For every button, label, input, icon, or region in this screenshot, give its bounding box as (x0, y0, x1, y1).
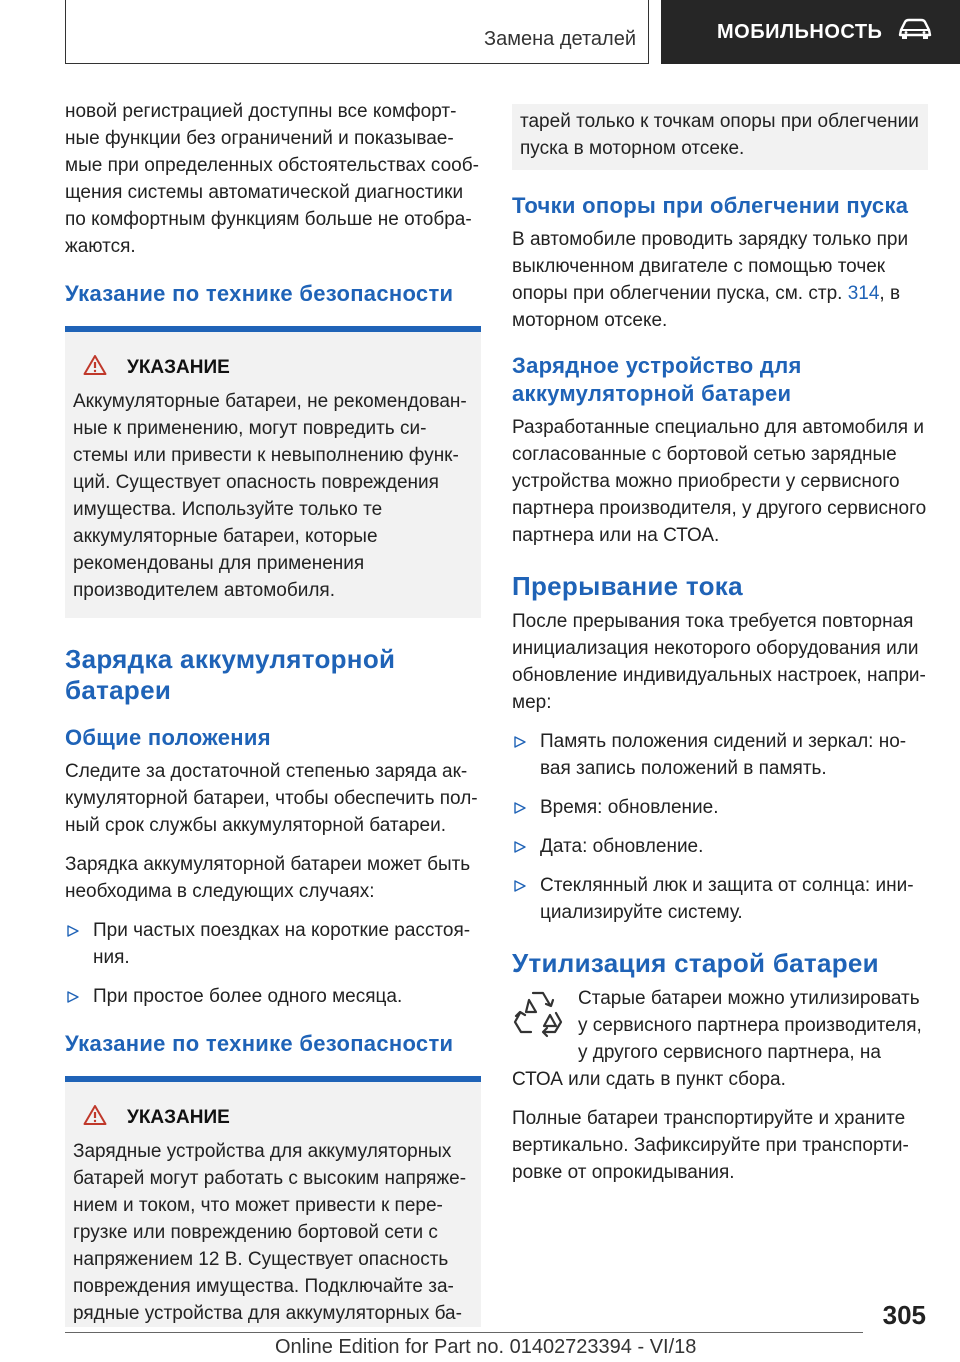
bullet-triangle-icon (514, 802, 526, 814)
bullet-triangle-icon (67, 925, 79, 937)
interrupt-paragraph: После прерывания тока требуется повторная инициализация некоторого оборудования или обновление индивидуальных настроек, например: (512, 611, 926, 713)
chapter-title: МОБИЛЬНОСТЬ (717, 20, 883, 43)
bullet-triangle-icon (514, 880, 526, 892)
jump-start-paragraph: В автомобиле проводить зарядку только при выключенном двигателе с помощью точек опоры при облегчении пуска, см. стр. 314, в моторном отсеке. (512, 229, 909, 331)
disposal-paragraph-1-tail: СТОА или сдать в пункт сбора. (512, 1069, 786, 1090)
intro-paragraph: новой регистрацией доступны все комфортные функции без ограничений и показываемые при определенных обстоятельствах сообщения системы автоматической диагностики по комфортным функциям больше не отображаются. (65, 101, 479, 257)
charging-heading: Зарядка аккумуляторной батареи (65, 644, 396, 705)
warning-text-2: Зарядные устройства для аккумуляторных батарей могут работать с высоким напряжением и током, что может привести к перегрузке или повреждению бортовой сети с напряжением 12 В. Существует опасность повреждения имущества. Подключайте зарядные устройства для аккумуляторных ба- (73, 1141, 467, 1324)
general-list (65, 917, 481, 1010)
list-item: Стеклянный люк и защита от солнца: инициализируйте систему. (512, 872, 928, 926)
general-paragraph-2: Зарядка аккумуляторной батареи может быть необходима в следующих случаях: (65, 854, 471, 902)
safety-heading-2: Указание по технике безопасности (65, 1031, 454, 1056)
safety-heading-1: Указание по технике безопасности (65, 281, 454, 306)
bullet-triangle-icon (514, 841, 526, 853)
bullet-triangle-icon (514, 736, 526, 748)
warning-label: УКАЗАНИЕ (127, 357, 230, 378)
chapter-tab[interactable] (661, 0, 960, 64)
interrupt-list (512, 728, 928, 926)
edition-note: Online Edition for Part no. 01402723394 - VI/18 (275, 1336, 697, 1358)
list-item: При простое более одного месяца. (65, 983, 481, 1010)
warning-triangle-icon (83, 354, 107, 382)
charger-heading: Зарядное устройство для аккумуляторной батареи (512, 353, 802, 406)
page-reference-link[interactable]: 314 (847, 283, 880, 304)
bullet-triangle-icon (67, 991, 79, 1003)
warning-box-1 (65, 332, 481, 618)
warning-title-1 (73, 354, 473, 382)
warning-text-1: Аккумуляторные батареи, не рекомендованные к применению, могут повредить системы или привести к невыполнению функций. Существует опасность повреждения имущества. Используйте только те аккумуляторные батареи, которые рекомендованы для применения производителем автомобиля. (73, 391, 467, 601)
disposal-paragraph-1: Старые батареи можно утилизировать у сервисного партнера производителя, у другого сервисного партнера, на (578, 988, 922, 1063)
page-number: 305 (882, 1300, 926, 1330)
section-title: Замена деталей (484, 28, 636, 50)
warning-box-2-continued (512, 104, 928, 170)
general-heading: Общие положения (65, 725, 271, 750)
jump-start-heading: Точки опоры при облегчении пуска (512, 193, 909, 218)
warning-text-2-continued: тарей только к точкам опоры при облегчении пуска в моторном отсеке. (520, 111, 919, 159)
disposal-paragraph-2: Полные батареи транспортируйте и храните вертикально. Зафиксируйте при транспортировке от опрокидывания. (512, 1108, 909, 1183)
left-column (65, 98, 481, 1335)
list-item: Память положения сидений и зеркал: новая запись положений в память. (512, 728, 928, 782)
right-column (512, 104, 928, 1198)
list-item: Дата: обновление. (512, 833, 928, 860)
warning-triangle-icon (83, 1104, 107, 1132)
disposal-block (512, 985, 928, 1093)
footer-rule (65, 1332, 863, 1333)
header-frame (65, 0, 649, 64)
disposal-heading: Утилизация старой батареи (512, 948, 879, 978)
warning-title-2 (73, 1104, 473, 1132)
recycle-icon (512, 987, 564, 1039)
interrupt-heading: Прерывание тока (512, 571, 743, 601)
general-paragraph-1: Следите за достаточной степенью заряда аккумуляторной батареи, чтобы обеспечить полный срок службы аккумуляторной батареи. (65, 761, 478, 836)
warning-label: УКАЗАНИЕ (127, 1107, 230, 1128)
car-icon (898, 18, 932, 46)
charger-paragraph: Разработанные специально для автомобиля и согласованные с бортовой сетью зарядные устройства можно приобрести у сервисного партнера производителя, у другого сервисного партнера или на СТОА. (512, 417, 927, 546)
list-item: Время: обновление. (512, 794, 928, 821)
list-item: При частых поездках на короткие расстояния. (65, 917, 481, 971)
warning-box-2 (65, 1082, 481, 1327)
